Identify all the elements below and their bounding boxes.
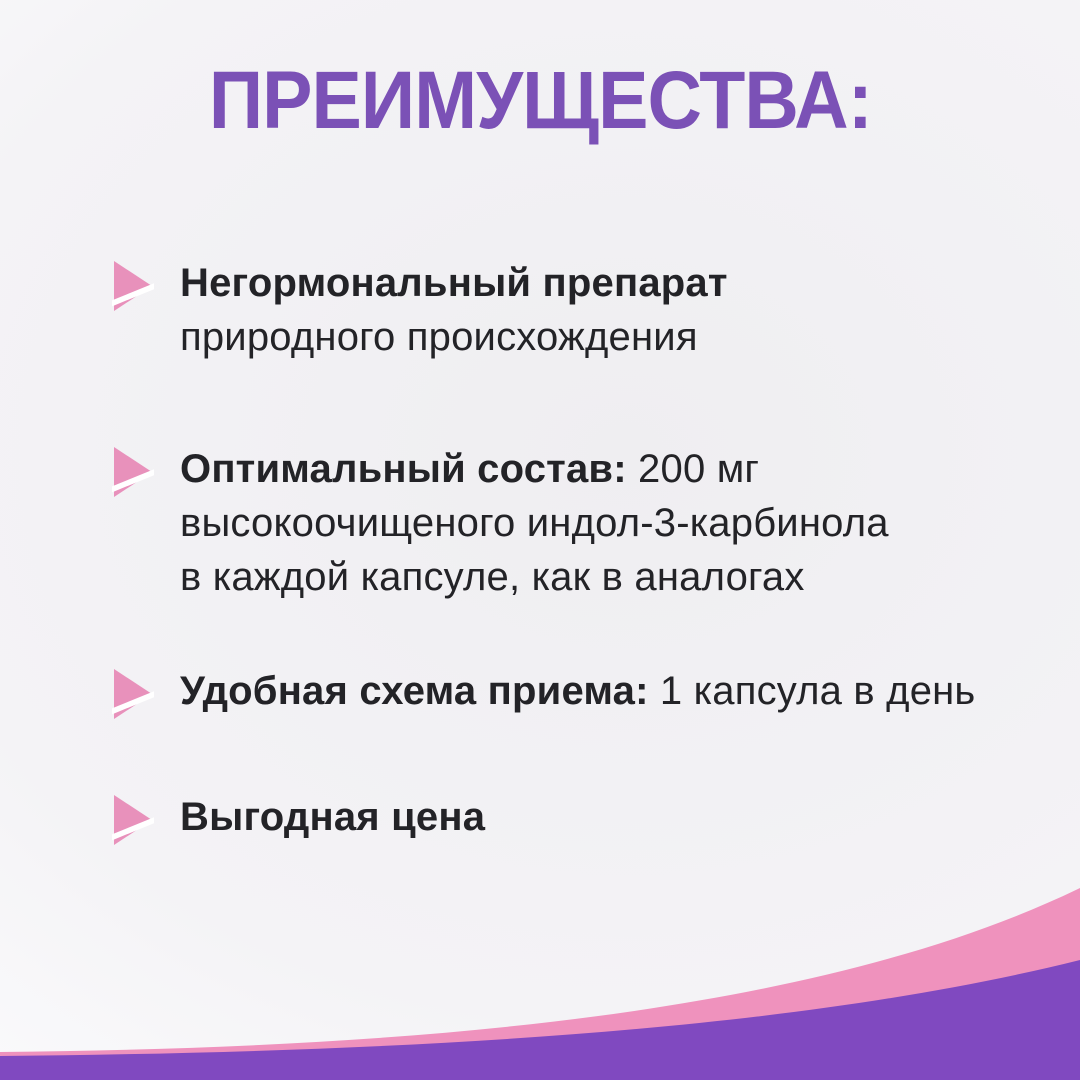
pink-wave-decoration [0, 888, 1080, 1080]
benefit-text-regular: природного происхождения [180, 315, 698, 359]
benefit-text-bold: Удобная схема приема: [180, 669, 649, 713]
benefit-item [112, 442, 1022, 604]
benefit-text [180, 664, 975, 718]
benefit-item [112, 256, 1022, 364]
benefit-text-regular: высокоочищеного индол-3-карбинола [180, 501, 889, 545]
arrow-bullet-icon [112, 260, 154, 312]
benefits-list [112, 256, 1022, 846]
benefit-text [180, 442, 889, 604]
benefit-text-regular: в каждой капсуле, как в аналогах [180, 555, 805, 599]
benefit-item [112, 664, 1022, 720]
page-title [0, 55, 1080, 146]
benefit-text [180, 256, 728, 364]
benefit-text-bold: Негормональный препарат [180, 261, 728, 305]
arrow-bullet-icon [112, 668, 154, 720]
benefit-text-bold: Оптимальный состав: [180, 447, 627, 491]
arrow-bullet-icon [112, 446, 154, 498]
benefit-text-regular: 1 капсула в день [648, 669, 976, 713]
benefit-item [112, 790, 1022, 846]
benefit-text [180, 790, 485, 844]
arrow-bullet-icon [112, 794, 154, 846]
purple-wave-decoration [0, 960, 1080, 1080]
page-title-text: ПРЕИМУЩЕСТВА: [208, 55, 872, 146]
benefit-text-bold: Выгодная цена [180, 795, 486, 839]
benefit-text-regular: 200 мг [626, 447, 760, 491]
